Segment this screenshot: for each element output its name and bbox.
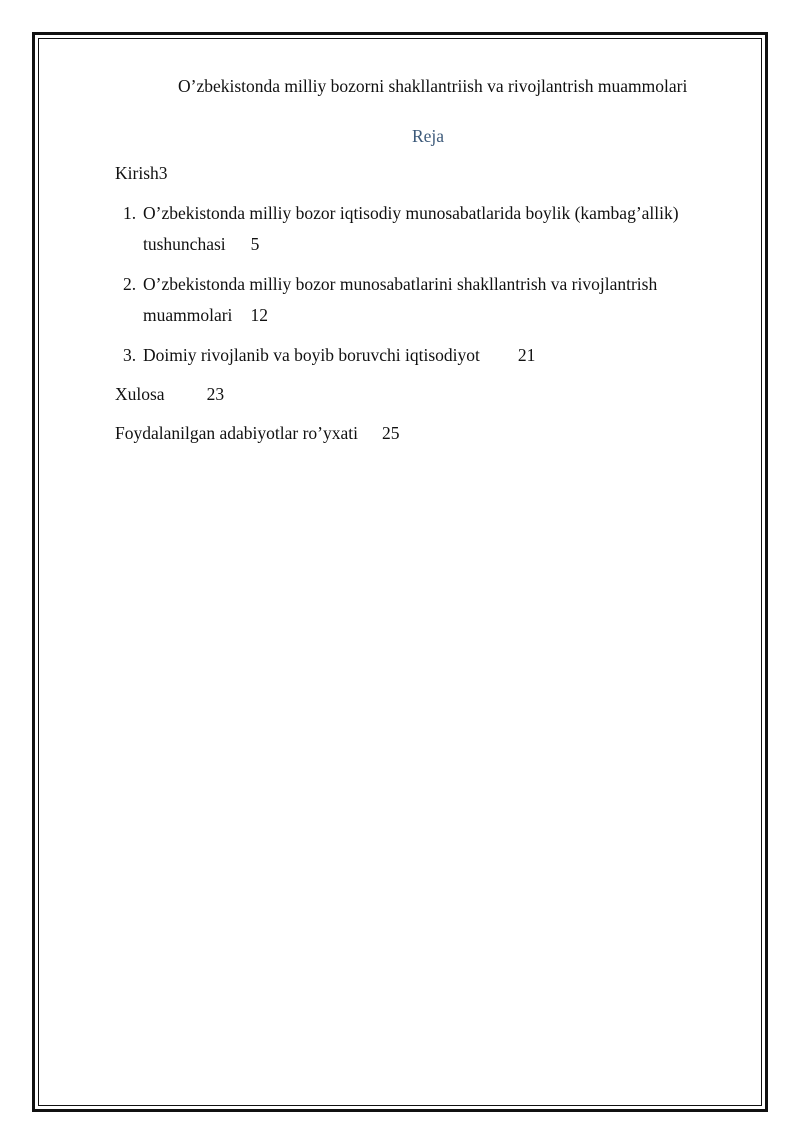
toc-item-1-line1: O’zbekistonda milliy bozor iqtisodiy munosabatlarida boylik (kambag’allik) — [143, 203, 679, 223]
table-of-contents — [115, 158, 735, 449]
toc-item-1-line2 — [143, 229, 735, 260]
toc-conclusion-page: 23 — [206, 384, 225, 404]
document-title: O’zbekistonda milliy bozorni shakllantriish va rivojlantrish muammolari — [178, 76, 688, 96]
toc-item-3-line1 — [143, 340, 735, 371]
toc-conclusion — [115, 379, 735, 410]
toc-item-1-label: tushunchasi — [143, 234, 226, 254]
toc-references-page: 25 — [381, 423, 400, 443]
toc-item-1-number: 1. — [123, 203, 137, 223]
toc-item-2-line1: O’zbekistonda milliy bozor munosabatlarini shakllantrish va rivojlantrish — [143, 274, 658, 294]
toc-conclusion-label: Xulosa — [115, 384, 165, 404]
toc-item-3-label: Doimiy rivojlanib va boyib boruvchi iqtisodiyot — [143, 345, 480, 365]
toc-item-3 — [115, 340, 735, 371]
toc-intro-label: Kirish — [115, 163, 159, 183]
toc-item-2 — [115, 269, 735, 331]
toc-item-3-number: 3. — [123, 345, 137, 365]
toc-references — [115, 418, 735, 449]
toc-item-2-label: muammolari — [143, 305, 233, 325]
toc-item-2-page: 12 — [250, 305, 268, 325]
plan-heading: Reja — [411, 126, 445, 146]
toc-intro — [115, 158, 735, 189]
toc-item-2-number: 2. — [123, 274, 137, 294]
toc-item-2-line2 — [143, 300, 735, 331]
toc-item-3-page: 21 — [517, 345, 536, 365]
toc-item-1 — [115, 198, 735, 260]
toc-intro-page: 3 — [158, 163, 168, 183]
toc-references-label: Foydalanilgan adabiyotlar ro’yxati — [115, 423, 358, 443]
toc-item-1-page: 5 — [250, 234, 260, 254]
